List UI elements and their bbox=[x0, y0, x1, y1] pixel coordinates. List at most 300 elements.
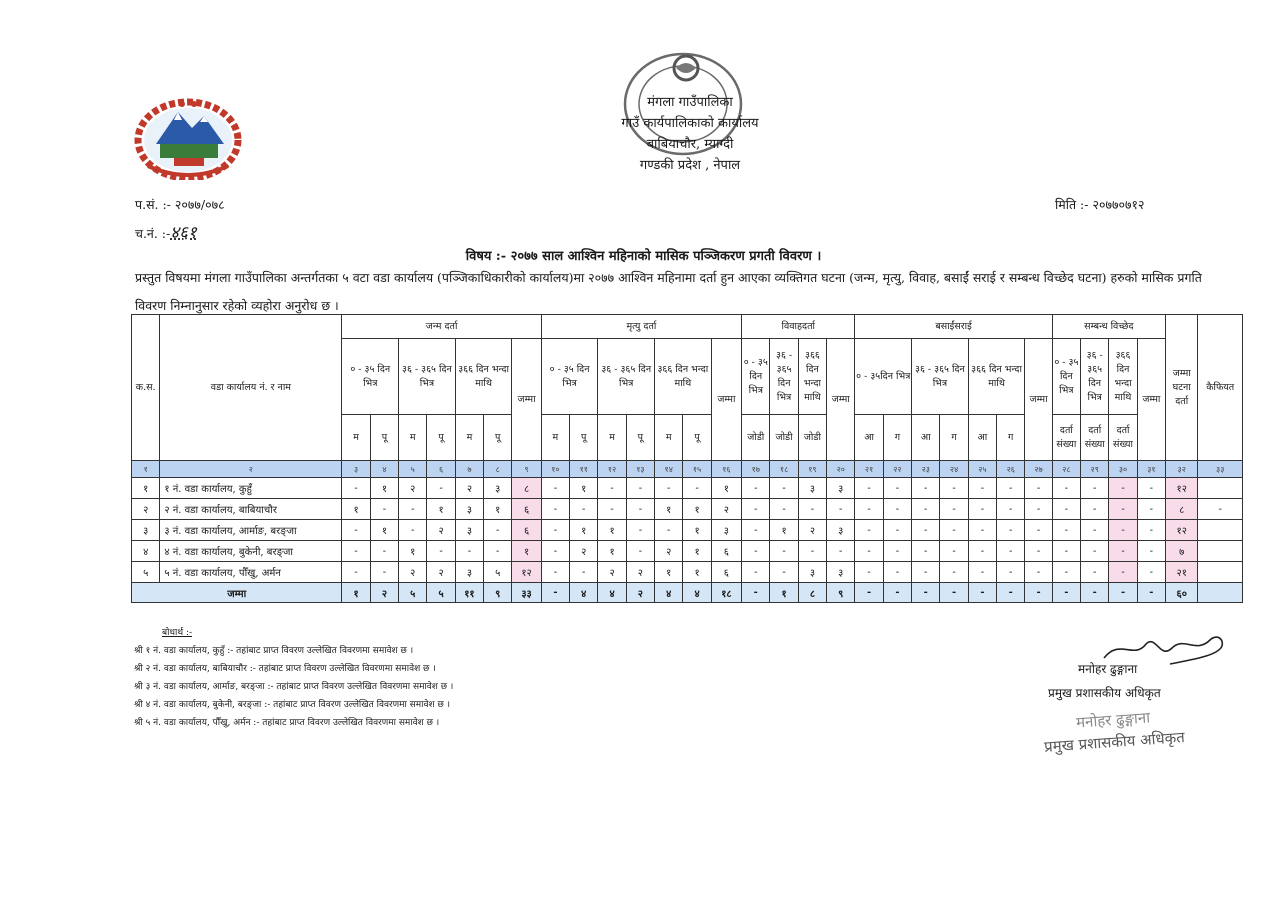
dispatch-value: ४६१ bbox=[170, 223, 197, 243]
birth-female-3: पू bbox=[484, 415, 512, 461]
table-cell: ७ bbox=[1166, 541, 1198, 562]
body-paragraph: प्रस्तुत विषयमा मंगला गाउँपालिका अन्तर्गतका ५ वटा वडा कार्यालय (पञ्जिकाधिकारीको कार्यालय)मा २०७७ आश्विन महिनामा दर्ता हुन आएका व्यक्तिगत घटना (जन्म, मृत्यु, विवाह, बसाईं सराई र सम्बन्ध विच्छेद घटना) हरुको मासिक प्रगति विवरण निम्नानुसार रहेको व्यहोरा अनुरोध छ । bbox=[135, 270, 1202, 313]
total-cell: ४ bbox=[598, 583, 626, 603]
table-cell: - bbox=[370, 541, 398, 562]
table-cell: १ bbox=[770, 520, 798, 541]
table-cell: - bbox=[1081, 541, 1109, 562]
table-cell: - bbox=[1109, 562, 1137, 583]
total-cell: - bbox=[940, 583, 968, 603]
table-cell: - bbox=[855, 478, 883, 499]
total-cell: ५ bbox=[399, 583, 427, 603]
divorce-header: सम्बन्ध विच्छेद bbox=[1052, 315, 1165, 339]
table-cell: - bbox=[541, 520, 569, 541]
table-cell: ६ bbox=[711, 562, 741, 583]
table-cell: १ bbox=[655, 562, 683, 583]
total-cell: - bbox=[1052, 583, 1080, 603]
column-number-cell: ५ bbox=[399, 461, 427, 478]
birth-female-2: पू bbox=[427, 415, 455, 461]
serial-cell: २ bbox=[132, 499, 160, 520]
column-number-cell: १ bbox=[132, 461, 160, 478]
serial-cell: ५ bbox=[132, 562, 160, 583]
table-cell: - bbox=[940, 562, 968, 583]
name-stamp: मनोहर ढुङ्गाना bbox=[1075, 708, 1151, 732]
death-male-2: म bbox=[598, 415, 626, 461]
office-line-3: बाबियाचौर, म्याग्दी bbox=[646, 137, 734, 152]
column-number-cell: २२ bbox=[883, 461, 911, 478]
total-cell: - bbox=[1081, 583, 1109, 603]
remarks-header: कैफियत bbox=[1198, 315, 1243, 461]
table-cell: २ bbox=[455, 478, 483, 499]
migration-total-header: जम्मा bbox=[1025, 339, 1052, 461]
table-cell: - bbox=[798, 541, 826, 562]
table-cell: १ bbox=[683, 520, 711, 541]
table-cell: १ bbox=[342, 499, 370, 520]
table-cell: - bbox=[997, 520, 1025, 541]
migration-arrive-1: आ bbox=[855, 415, 883, 461]
column-number-cell: ३० bbox=[1109, 461, 1137, 478]
table-cell: १ bbox=[370, 520, 398, 541]
registration-progress-table bbox=[131, 314, 1243, 603]
ward-header: वडा कार्यालय नं. र नाम bbox=[160, 315, 342, 461]
table-cell: - bbox=[1025, 562, 1052, 583]
migration-366-header: ३६६ दिन भन्दा माथि bbox=[968, 339, 1025, 415]
table-cell: ३ bbox=[455, 499, 483, 520]
migration-36-365-header: ३६ - ३६५ दिन भित्र bbox=[912, 339, 969, 415]
marriage-header: विवाहदर्ता bbox=[742, 315, 855, 339]
table-cell: - bbox=[427, 541, 455, 562]
column-number-cell: २१ bbox=[855, 461, 883, 478]
note-item: श्री ३ नं. वडा कार्यालय, आर्माङ, बरङ्जा :- तहांबाट प्राप्त विवरण उल्लेखित विवरणमा समावेश छ । bbox=[134, 682, 454, 692]
total-cell: ४ bbox=[570, 583, 598, 603]
total-cell: - bbox=[968, 583, 996, 603]
table-cell: ५ bbox=[484, 562, 512, 583]
table-cell: - bbox=[427, 478, 455, 499]
marriage-366-header: ३६६ दिन भन्दा माथि bbox=[798, 339, 826, 415]
column-number-cell: १९ bbox=[798, 461, 826, 478]
birth-male-3: म bbox=[455, 415, 483, 461]
divorce-36-365-header: ३६ - ३६५ दिन भित्र bbox=[1081, 339, 1109, 415]
table-cell: १ bbox=[484, 499, 512, 520]
death-female-1: पू bbox=[570, 415, 598, 461]
table-cell: - bbox=[1109, 520, 1137, 541]
note-item: श्री २ नं. वडा कार्यालय, बाबियाचौर :- तहांबाट प्राप्त विवरण उल्लेखित विवरणमा समावेश छ । bbox=[134, 664, 436, 674]
table-cell: ३ bbox=[711, 520, 741, 541]
table-row bbox=[132, 541, 1243, 562]
table-cell: - bbox=[912, 478, 940, 499]
table-cell: ८ bbox=[512, 478, 541, 499]
column-number-cell: १७ bbox=[742, 461, 770, 478]
column-number-cell: ३१ bbox=[1137, 461, 1165, 478]
table-cell: ३ bbox=[798, 478, 826, 499]
table-cell: १ bbox=[683, 499, 711, 520]
serial-cell: १ bbox=[132, 478, 160, 499]
table-cell: - bbox=[883, 520, 911, 541]
divorce-count-1: दर्ता संख्या bbox=[1052, 415, 1080, 461]
table-cell: - bbox=[455, 541, 483, 562]
birth-male-1: म bbox=[342, 415, 370, 461]
total-cell: ९ bbox=[827, 583, 855, 603]
birth-366-header: ३६६ दिन भन्दा माथि bbox=[455, 339, 512, 415]
office-header bbox=[560, 92, 820, 176]
table-cell: - bbox=[1137, 499, 1165, 520]
table-cell: - bbox=[742, 478, 770, 499]
table-cell: - bbox=[598, 478, 626, 499]
total-cell: २ bbox=[370, 583, 398, 603]
total-cell: ५ bbox=[427, 583, 455, 603]
table-cell: १ bbox=[570, 520, 598, 541]
total-cell: १ bbox=[770, 583, 798, 603]
table-cell: - bbox=[484, 541, 512, 562]
column-number-cell: २३ bbox=[912, 461, 940, 478]
dispatch-label: च.नं. :- bbox=[135, 226, 171, 241]
migration-arrive-2: आ bbox=[912, 415, 940, 461]
table-cell: १ bbox=[427, 499, 455, 520]
table-cell: - bbox=[883, 499, 911, 520]
column-number-cell: १५ bbox=[683, 461, 711, 478]
column-number-cell: २८ bbox=[1052, 461, 1080, 478]
table-cell: ८ bbox=[1166, 499, 1198, 520]
table-cell: - bbox=[683, 478, 711, 499]
table-cell: १ bbox=[370, 478, 398, 499]
table-cell: - bbox=[968, 478, 996, 499]
column-number-cell: १६ bbox=[711, 461, 741, 478]
column-number-cell: २ bbox=[160, 461, 342, 478]
table-cell: १ bbox=[598, 541, 626, 562]
table-cell: ३ bbox=[827, 520, 855, 541]
table-cell: १ bbox=[711, 478, 741, 499]
total-cell: - bbox=[912, 583, 940, 603]
table-cell: २१ bbox=[1166, 562, 1198, 583]
death-366-header: ३६६ दिन भन्दा माथि bbox=[655, 339, 712, 415]
column-number-cell: ४ bbox=[370, 461, 398, 478]
death-0-35-header: ० - ३५ दिन भित्र bbox=[541, 339, 598, 415]
table-cell: - bbox=[968, 499, 996, 520]
table-cell: ३ bbox=[455, 562, 483, 583]
table-cell: १२ bbox=[1166, 478, 1198, 499]
table-cell: - bbox=[912, 499, 940, 520]
total-cell bbox=[1198, 583, 1243, 603]
table-cell: - bbox=[798, 499, 826, 520]
table-cell: ३ bbox=[455, 520, 483, 541]
table-cell: - bbox=[855, 499, 883, 520]
table-cell: - bbox=[770, 478, 798, 499]
birth-total-header: जम्मा bbox=[512, 339, 541, 461]
table-cell: - bbox=[997, 478, 1025, 499]
table-cell: - bbox=[541, 562, 569, 583]
table-row bbox=[132, 499, 1243, 520]
table-cell bbox=[1198, 478, 1243, 499]
note-item: श्री ४ नं. वडा कार्यालय, बुकेनी, बरङ्जा :- तहांबाट प्राप्त विवरण उल्लेखित विवरणमा समावेश छ । bbox=[134, 700, 451, 710]
table-cell: - bbox=[1025, 520, 1052, 541]
table-cell: - bbox=[940, 499, 968, 520]
marriage-couple-2: जोडी bbox=[770, 415, 798, 461]
table-cell: १२ bbox=[1166, 520, 1198, 541]
table-cell: - bbox=[912, 562, 940, 583]
table-cell: ६ bbox=[512, 520, 541, 541]
table-cell: - bbox=[997, 562, 1025, 583]
marriage-couple-1: जोडी bbox=[742, 415, 770, 461]
total-cell: - bbox=[1109, 583, 1137, 603]
table-cell: २ bbox=[427, 520, 455, 541]
table-cell: - bbox=[399, 499, 427, 520]
migration-arrive-3: आ bbox=[968, 415, 996, 461]
table-cell: - bbox=[912, 520, 940, 541]
table-cell: - bbox=[370, 499, 398, 520]
table-cell: ३ bbox=[827, 562, 855, 583]
table-cell: २ bbox=[427, 562, 455, 583]
table-cell: - bbox=[598, 499, 626, 520]
table-cell: - bbox=[1025, 499, 1052, 520]
table-cell: - bbox=[1137, 478, 1165, 499]
total-cell: - bbox=[541, 583, 569, 603]
table-cell: - bbox=[827, 541, 855, 562]
notes-heading: बोधार्थ :- bbox=[162, 628, 193, 638]
total-cell: - bbox=[1025, 583, 1052, 603]
column-number-cell: ३३ bbox=[1198, 461, 1243, 478]
signatory-title: प्रमुख प्रशासकीय अधिकृत bbox=[1048, 686, 1161, 700]
table-cell: - bbox=[570, 562, 598, 583]
table-cell: १ bbox=[683, 562, 711, 583]
title-stamp: प्रमुख प्रशासकीय अधिकृत bbox=[1043, 728, 1186, 756]
nepal-emblem-logo bbox=[134, 96, 242, 180]
table-cell: - bbox=[484, 520, 512, 541]
note-item: श्री ५ नं. वडा कार्यालय, पौँखु, अर्मन :- तहांबाट प्राप्त विवरण उल्लेखित विवरणमा समावेश छ । bbox=[134, 718, 440, 728]
table-cell: - bbox=[626, 541, 654, 562]
total-cell: २ bbox=[626, 583, 654, 603]
table-cell: - bbox=[1081, 499, 1109, 520]
table-cell: - bbox=[342, 478, 370, 499]
marriage-36-365-header: ३६ - ३६५ दिन भित्र bbox=[770, 339, 798, 415]
table-cell: १ bbox=[570, 478, 598, 499]
table-cell: - bbox=[370, 562, 398, 583]
table-cell: - bbox=[770, 499, 798, 520]
column-number-cell: १२ bbox=[598, 461, 626, 478]
birth-0-35-header: ० - ३५ दिन भित्र bbox=[342, 339, 399, 415]
table-cell: - bbox=[742, 541, 770, 562]
table-cell: - bbox=[883, 562, 911, 583]
table-cell: ३ bbox=[798, 562, 826, 583]
marriage-0-35-header: ० - ३५ दिन भित्र bbox=[742, 339, 770, 415]
table-cell: - bbox=[541, 541, 569, 562]
table-cell: - bbox=[342, 562, 370, 583]
table-cell: २ bbox=[399, 478, 427, 499]
total-cell: ६० bbox=[1166, 583, 1198, 603]
death-female-2: पू bbox=[626, 415, 654, 461]
table-cell: - bbox=[1109, 478, 1137, 499]
notes-section bbox=[134, 624, 453, 732]
table-cell: - bbox=[883, 478, 911, 499]
column-number-cell: १८ bbox=[770, 461, 798, 478]
table-cell: - bbox=[570, 499, 598, 520]
table-cell: - bbox=[541, 499, 569, 520]
table-cell: ६ bbox=[711, 541, 741, 562]
ward-name-cell: ५ नं. वडा कार्यालय, पौँखु, अर्मन bbox=[160, 562, 342, 583]
table-cell: ३ bbox=[827, 478, 855, 499]
table-row bbox=[132, 478, 1243, 499]
table-cell: १ bbox=[598, 520, 626, 541]
column-number-cell: ९ bbox=[512, 461, 541, 478]
death-female-3: पू bbox=[683, 415, 711, 461]
table-row bbox=[132, 520, 1243, 541]
table-cell: - bbox=[883, 541, 911, 562]
total-row bbox=[132, 583, 1243, 603]
column-number-cell: २७ bbox=[1025, 461, 1052, 478]
table-cell: - bbox=[1081, 562, 1109, 583]
table-cell: - bbox=[655, 478, 683, 499]
migration-go-2: ग bbox=[940, 415, 968, 461]
column-number-cell: १४ bbox=[655, 461, 683, 478]
total-cell: - bbox=[997, 583, 1025, 603]
table-cell: - bbox=[855, 541, 883, 562]
table-cell: - bbox=[997, 499, 1025, 520]
office-line-2: गाउँ कार्यपालिकाको कार्यालय bbox=[621, 116, 759, 131]
ward-name-cell: ३ नं. वडा कार्यालय, आर्माङ, बरङ्जा bbox=[160, 520, 342, 541]
table-cell bbox=[1198, 541, 1243, 562]
table-cell: २ bbox=[711, 499, 741, 520]
table-cell: - bbox=[855, 562, 883, 583]
marriage-total-header: जम्मा bbox=[827, 339, 855, 461]
table-cell: २ bbox=[598, 562, 626, 583]
ward-name-cell: ४ नं. वडा कार्यालय, बुकेनी, बरङ्जा bbox=[160, 541, 342, 562]
column-number-cell: ११ bbox=[570, 461, 598, 478]
table-cell: २ bbox=[570, 541, 598, 562]
column-number-cell: २५ bbox=[968, 461, 996, 478]
table-cell: - bbox=[742, 520, 770, 541]
office-line-4: गण्डकी प्रदेश , नेपाल bbox=[639, 158, 741, 173]
reference-number: प.सं. :- २०७७/०७८ bbox=[135, 197, 225, 212]
ward-name-cell: १ नं. वडा कार्यालय, कुहुँ bbox=[160, 478, 342, 499]
column-number-cell: ७ bbox=[455, 461, 483, 478]
total-label-cell: जम्मा bbox=[132, 583, 342, 603]
migration-go-1: ग bbox=[883, 415, 911, 461]
table-cell: - bbox=[1137, 562, 1165, 583]
death-36-365-header: ३६ - ३६५ दिन भित्र bbox=[598, 339, 655, 415]
serial-cell: ४ bbox=[132, 541, 160, 562]
table-cell: - bbox=[940, 541, 968, 562]
divorce-count-3: दर्ता संख्या bbox=[1109, 415, 1137, 461]
table-cell: - bbox=[1137, 541, 1165, 562]
divorce-count-2: दर्ता संख्या bbox=[1081, 415, 1109, 461]
table-cell: - bbox=[1109, 499, 1137, 520]
total-cell: - bbox=[883, 583, 911, 603]
column-number-cell: ३ bbox=[342, 461, 370, 478]
total-cell: ४ bbox=[683, 583, 711, 603]
table-cell: - bbox=[626, 499, 654, 520]
table-cell: - bbox=[855, 520, 883, 541]
total-cell: ११ bbox=[455, 583, 483, 603]
birth-header: जन्म दर्ता bbox=[342, 315, 541, 339]
table-cell: - bbox=[342, 541, 370, 562]
ward-name-cell: २ नं. वडा कार्यालय, बाबियाचौर bbox=[160, 499, 342, 520]
marriage-couple-3: जोडी bbox=[798, 415, 826, 461]
table-cell: - bbox=[940, 520, 968, 541]
letter-date: मिति :- २०७७०७१२ bbox=[1055, 197, 1145, 212]
column-number-cell: २४ bbox=[940, 461, 968, 478]
table-cell: २ bbox=[399, 562, 427, 583]
table-cell: - bbox=[770, 562, 798, 583]
office-line-1: मंगला गाउँपालिका bbox=[647, 95, 733, 110]
column-number-cell: १० bbox=[541, 461, 569, 478]
table-cell: १२ bbox=[512, 562, 541, 583]
table-cell: - bbox=[1052, 499, 1080, 520]
table-cell: - bbox=[997, 541, 1025, 562]
table-cell: - bbox=[827, 499, 855, 520]
column-number-cell: २६ bbox=[997, 461, 1025, 478]
migration-go-3: ग bbox=[997, 415, 1025, 461]
table-cell: - bbox=[1109, 541, 1137, 562]
table-cell: २ bbox=[798, 520, 826, 541]
table-cell: १ bbox=[655, 499, 683, 520]
total-cell: ४ bbox=[655, 583, 683, 603]
total-events-header: जम्मा घटना दर्ता bbox=[1166, 315, 1198, 461]
total-cell: - bbox=[1137, 583, 1165, 603]
total-cell: ८ bbox=[798, 583, 826, 603]
table-cell: - bbox=[1137, 520, 1165, 541]
table-cell: - bbox=[1025, 478, 1052, 499]
table-cell: २ bbox=[655, 541, 683, 562]
migration-0-35-header: ० - ३५दिन भित्र bbox=[855, 339, 912, 415]
table-cell: - bbox=[770, 541, 798, 562]
table-cell: - bbox=[940, 478, 968, 499]
column-number-cell: ६ bbox=[427, 461, 455, 478]
signature-block bbox=[1040, 630, 1240, 760]
birth-36-365-header: ३६ - ३६५ दिन भित्र bbox=[399, 339, 456, 415]
serial-header: क.स. bbox=[132, 315, 160, 461]
table-cell: - bbox=[742, 562, 770, 583]
table-cell: - bbox=[655, 520, 683, 541]
table-cell: - bbox=[968, 541, 996, 562]
table-cell: २ bbox=[626, 562, 654, 583]
table-cell: १ bbox=[683, 541, 711, 562]
table-row bbox=[132, 562, 1243, 583]
table-cell: - bbox=[1052, 520, 1080, 541]
table-cell bbox=[1198, 520, 1243, 541]
table-cell: - bbox=[1052, 562, 1080, 583]
total-cell: १८ bbox=[711, 583, 741, 603]
signatory-name: मनोहर ढुङ्गाना bbox=[1078, 662, 1138, 676]
table-cell: - bbox=[1081, 520, 1109, 541]
birth-male-2: म bbox=[399, 415, 427, 461]
note-item: श्री १ नं. वडा कार्यालय, कुहुँ :- तहांबाट प्राप्त विवरण उल्लेखित विवरणमा समावेश छ । bbox=[134, 646, 414, 656]
table-cell: ६ bbox=[512, 499, 541, 520]
column-number-cell: २९ bbox=[1081, 461, 1109, 478]
total-cell: ९ bbox=[484, 583, 512, 603]
table-cell: - bbox=[626, 520, 654, 541]
column-number-cell: २० bbox=[827, 461, 855, 478]
divorce-366-header: ३६६ दिन भन्दा माथि bbox=[1109, 339, 1137, 415]
table-cell: - bbox=[968, 520, 996, 541]
table-cell: - bbox=[1052, 541, 1080, 562]
serial-cell: ३ bbox=[132, 520, 160, 541]
table-cell: १ bbox=[512, 541, 541, 562]
death-total-header: जम्मा bbox=[711, 339, 741, 461]
table-cell: - bbox=[912, 541, 940, 562]
table-cell: - bbox=[626, 478, 654, 499]
column-number-cell: १३ bbox=[626, 461, 654, 478]
table-cell: १ bbox=[399, 541, 427, 562]
column-number-cell: ८ bbox=[484, 461, 512, 478]
divorce-total-header: जम्मा bbox=[1137, 339, 1165, 461]
divorce-0-35-header: ० - ३५ दिन भित्र bbox=[1052, 339, 1080, 415]
total-cell: १ bbox=[342, 583, 370, 603]
table-cell: - bbox=[342, 520, 370, 541]
death-header: मृत्यु दर्ता bbox=[541, 315, 741, 339]
table-cell bbox=[1198, 562, 1243, 583]
migration-header: बसाईंसराई bbox=[855, 315, 1052, 339]
table-cell: ३ bbox=[484, 478, 512, 499]
total-cell: - bbox=[855, 583, 883, 603]
table-cell: - bbox=[1052, 478, 1080, 499]
